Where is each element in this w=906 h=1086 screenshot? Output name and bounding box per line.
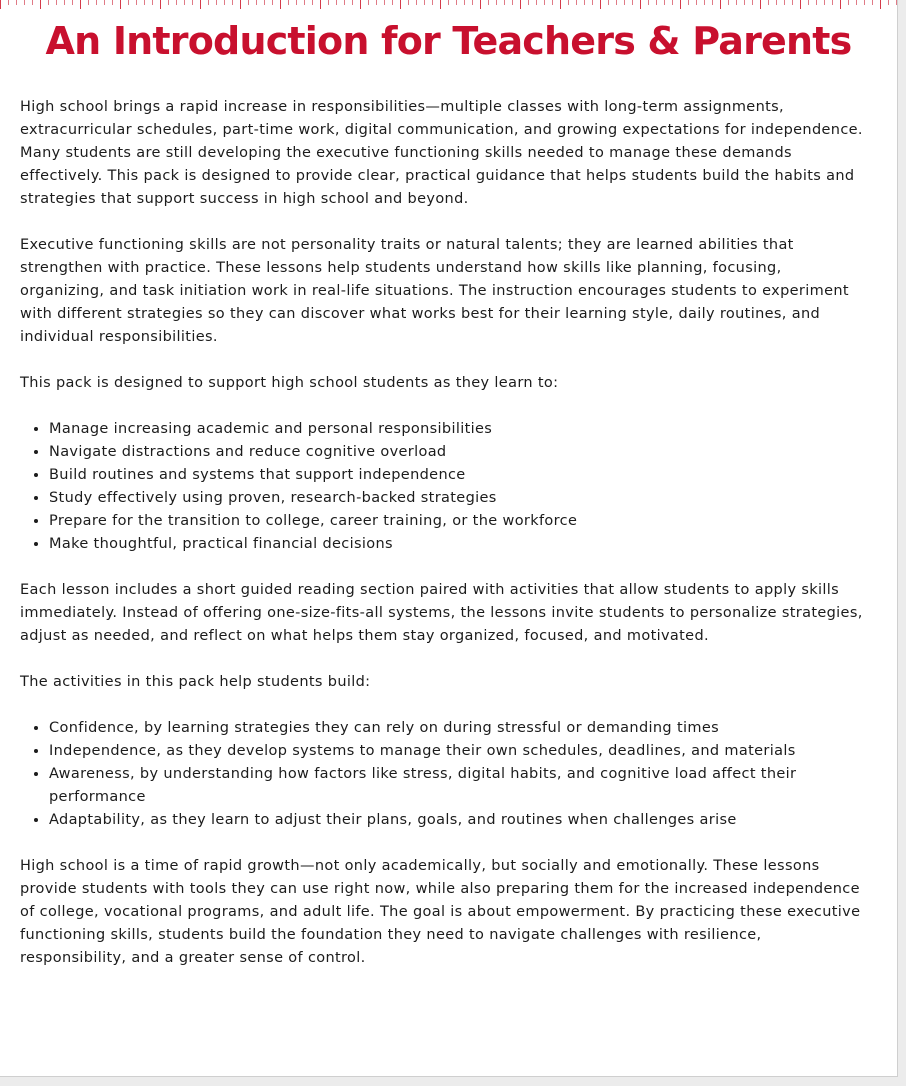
list-lead-activities: The activities in this pack help students build: [20,674,371,690]
list-item: • Adaptability, as they learn to adjust their plans, goals, and routines when challenges arise [49,809,870,832]
list-item: • Prepare for the transition to college, career training, or the workforce [49,510,870,533]
support-goals-list [20,418,870,556]
list-item: • Awareness, by understanding how factors like stress, digital habits, and cognitive load affect their performance [49,763,870,809]
page-title: An Introduction for Teachers & Parents [45,19,852,63]
paragraph-intro: High school brings a rapid increase in responsibilities—multiple classes with long-term assignments, extracurricular schedules, part-time work, digital communication, and growing expectations for independence. Many students are still developing the executive functioning skills needed to manage these demands effectively. This pack is designed to provide clear, practical guidance that helps students build the habits and strategies that support success in high school and beyond. [20,99,863,207]
paragraph-lesson-structure: Each lesson includes a short guided reading section paired with activities that allow students to apply skills immediately. Instead of offering one-size-fits-all systems, the lessons invite students to personalize strategies, adjust as needed, and reflect on what helps them stay organized, focused, and motivated. [20,582,863,644]
body-content [20,96,870,993]
list-item: • Navigate distractions and reduce cognitive overload [49,441,870,464]
list-lead-support: This pack is designed to support high school students as they learn to: [20,375,559,391]
list-item: • Independence, as they develop systems to manage their own schedules, deadlines, and materials [49,740,870,763]
list-item: • Confidence, by learning strategies they can rely on during stressful or demanding times [49,717,870,740]
decorative-ruler [0,0,897,10]
list-item: • Make thoughtful, practical financial decisions [49,533,870,556]
list-item: • Manage increasing academic and personal responsibilities [49,418,870,441]
paragraph-conclusion: High school is a time of rapid growth—not only academically, but socially and emotionally. These lessons provide students with tools they can use right now, while also preparing them for the increased independence of college, vocational programs, and adult life. The goal is about empowerment. By practicing these executive functioning skills, students build the foundation they need to navigate challenges with resilience, responsibility, and a greater sense of control. [20,858,861,966]
paragraph-executive-functioning: Executive functioning skills are not personality traits or natural talents; they are learned abilities that strengthen with practice. These lessons help students understand how skills like planning, focusing, organizing, and task initiation work in real-life situations. The instruction encourages students to experiment with different strategies so they can discover what works best for their learning style, daily routines, and individual responsibilities. [20,237,849,345]
list-item: • Study effectively using proven, research-backed strategies [49,487,870,510]
list-item: • Build routines and systems that support independence [49,464,870,487]
activities-benefits-list [20,717,870,832]
